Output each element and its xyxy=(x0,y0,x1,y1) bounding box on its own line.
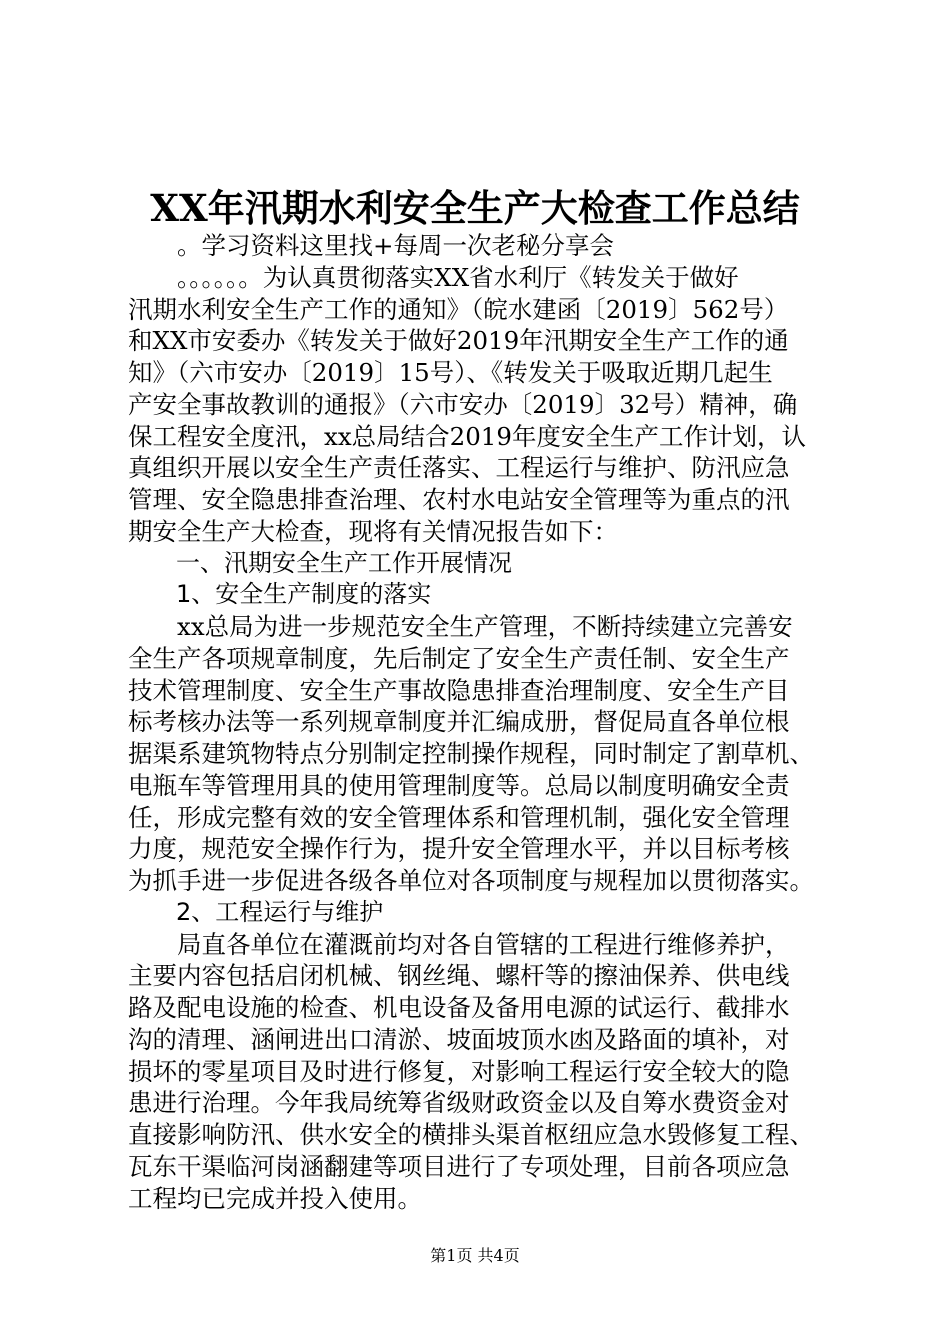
paragraph-line: 据渠系建筑物特点分别制定控制操作规程，同时制定了割草机、 xyxy=(128,739,814,768)
section-heading-line: 2、工程运行与维护 xyxy=(128,897,384,926)
paragraph-line: 直接影响防汛、供水安全的横排头渠首枢纽应急水毁修复工程、 xyxy=(128,1120,814,1149)
paragraph-line: 知》（六市安办〔2019〕15号）、《转发关于吸取近期几起生 xyxy=(128,358,773,387)
page-footer: 第1页 共4页 xyxy=(430,1246,520,1265)
paragraph-line: 沟的清理、涵闸进出口清淤、坡面坡顶水凼及路面的填补，对 xyxy=(128,1024,790,1054)
paragraph-line: 局直各单位在灌溉前均对各自管辖的工程进行维修养护， xyxy=(128,929,790,959)
paragraph-line: 。。。。。。为认真贯彻落实XX省水利厅《转发关于做好 xyxy=(128,262,739,292)
paragraph-line: 瓦东干渠临河岗涵翻建等项目进行了专项处理，目前各项应急 xyxy=(128,1151,790,1181)
paragraph-line: 工程均已完成并投入使用。 xyxy=(128,1183,422,1213)
paragraph-line: 主要内容包括启闭机械、钢丝绳、螺杆等的擦油保养、供电线 xyxy=(128,961,790,991)
paragraph-line: 路及配电设施的检查、机电设备及备用电源的试运行、截排水 xyxy=(128,993,790,1022)
paragraph-line: xx总局为进一步规范安全生产管理，不断持续建立完善安 xyxy=(128,612,793,641)
paragraph-line: 产安全事故教训的通报》（六市安办〔2019〕32号）精神，确 xyxy=(128,389,798,419)
paragraph-line: 损坏的零星项目及时进行修复，对影响工程运行安全较大的隐 xyxy=(128,1056,790,1086)
paragraph-line: 患进行治理。今年我局统筹省级财政资金以及自筹水费资金对 xyxy=(128,1088,790,1118)
paragraph-line: 标考核办法等一系列规章制度并汇编成册，督促局直各单位根 xyxy=(128,707,790,737)
paragraph-line: 真组织开展以安全生产责任落实、工程运行与维护、防汛应急 xyxy=(128,453,790,483)
paragraph-line: 汛期水利安全生产工作的通知》（皖水建函〔2019〕562号） xyxy=(128,294,789,324)
paragraph-line: 期安全生产大检查，现将有关情况报告如下： xyxy=(128,516,618,546)
section-heading-line: 一、汛期安全生产工作开展情况 xyxy=(128,548,512,577)
paragraph-line: 和XX市安委办《转发关于做好2019年汛期安全生产工作的通 xyxy=(128,326,789,356)
paragraph-line: 力度，规范安全操作行为，提升安全管理水平，并以目标考核 xyxy=(128,834,790,864)
document-body xyxy=(128,230,828,1214)
document-title: XX年汛期水利安全生产大检查工作总结 xyxy=(150,186,800,230)
paragraph-line: 保工程安全度汛，xx总局结合2019年度安全生产工作计划，认 xyxy=(128,421,806,451)
paragraph-line: 全生产各项规章制度，先后制定了安全生产责任制、安全生产 xyxy=(128,643,790,673)
paragraph-line: 为抓手进一步促进各级各单位对各项制度与规程加以贯彻落实。 xyxy=(128,866,814,895)
paragraph-line: 电瓶车等管理用具的使用管理制度等。总局以制度明确安全责 xyxy=(128,770,790,800)
paragraph-line: 技术管理制度、安全生产事故隐患排查治理制度、安全生产目 xyxy=(128,675,790,705)
paragraph-line: 任，形成完整有效的安全管理体系和管理机制，强化安全管理 xyxy=(128,802,790,832)
paragraph-line: 。学习资料这里找+每周一次老秘分享会 xyxy=(128,231,615,260)
section-heading-line: 1、安全生产制度的落实 xyxy=(128,580,432,609)
paragraph-line: 管理、安全隐患排查治理、农村水电站安全管理等为重点的汛 xyxy=(128,485,790,514)
